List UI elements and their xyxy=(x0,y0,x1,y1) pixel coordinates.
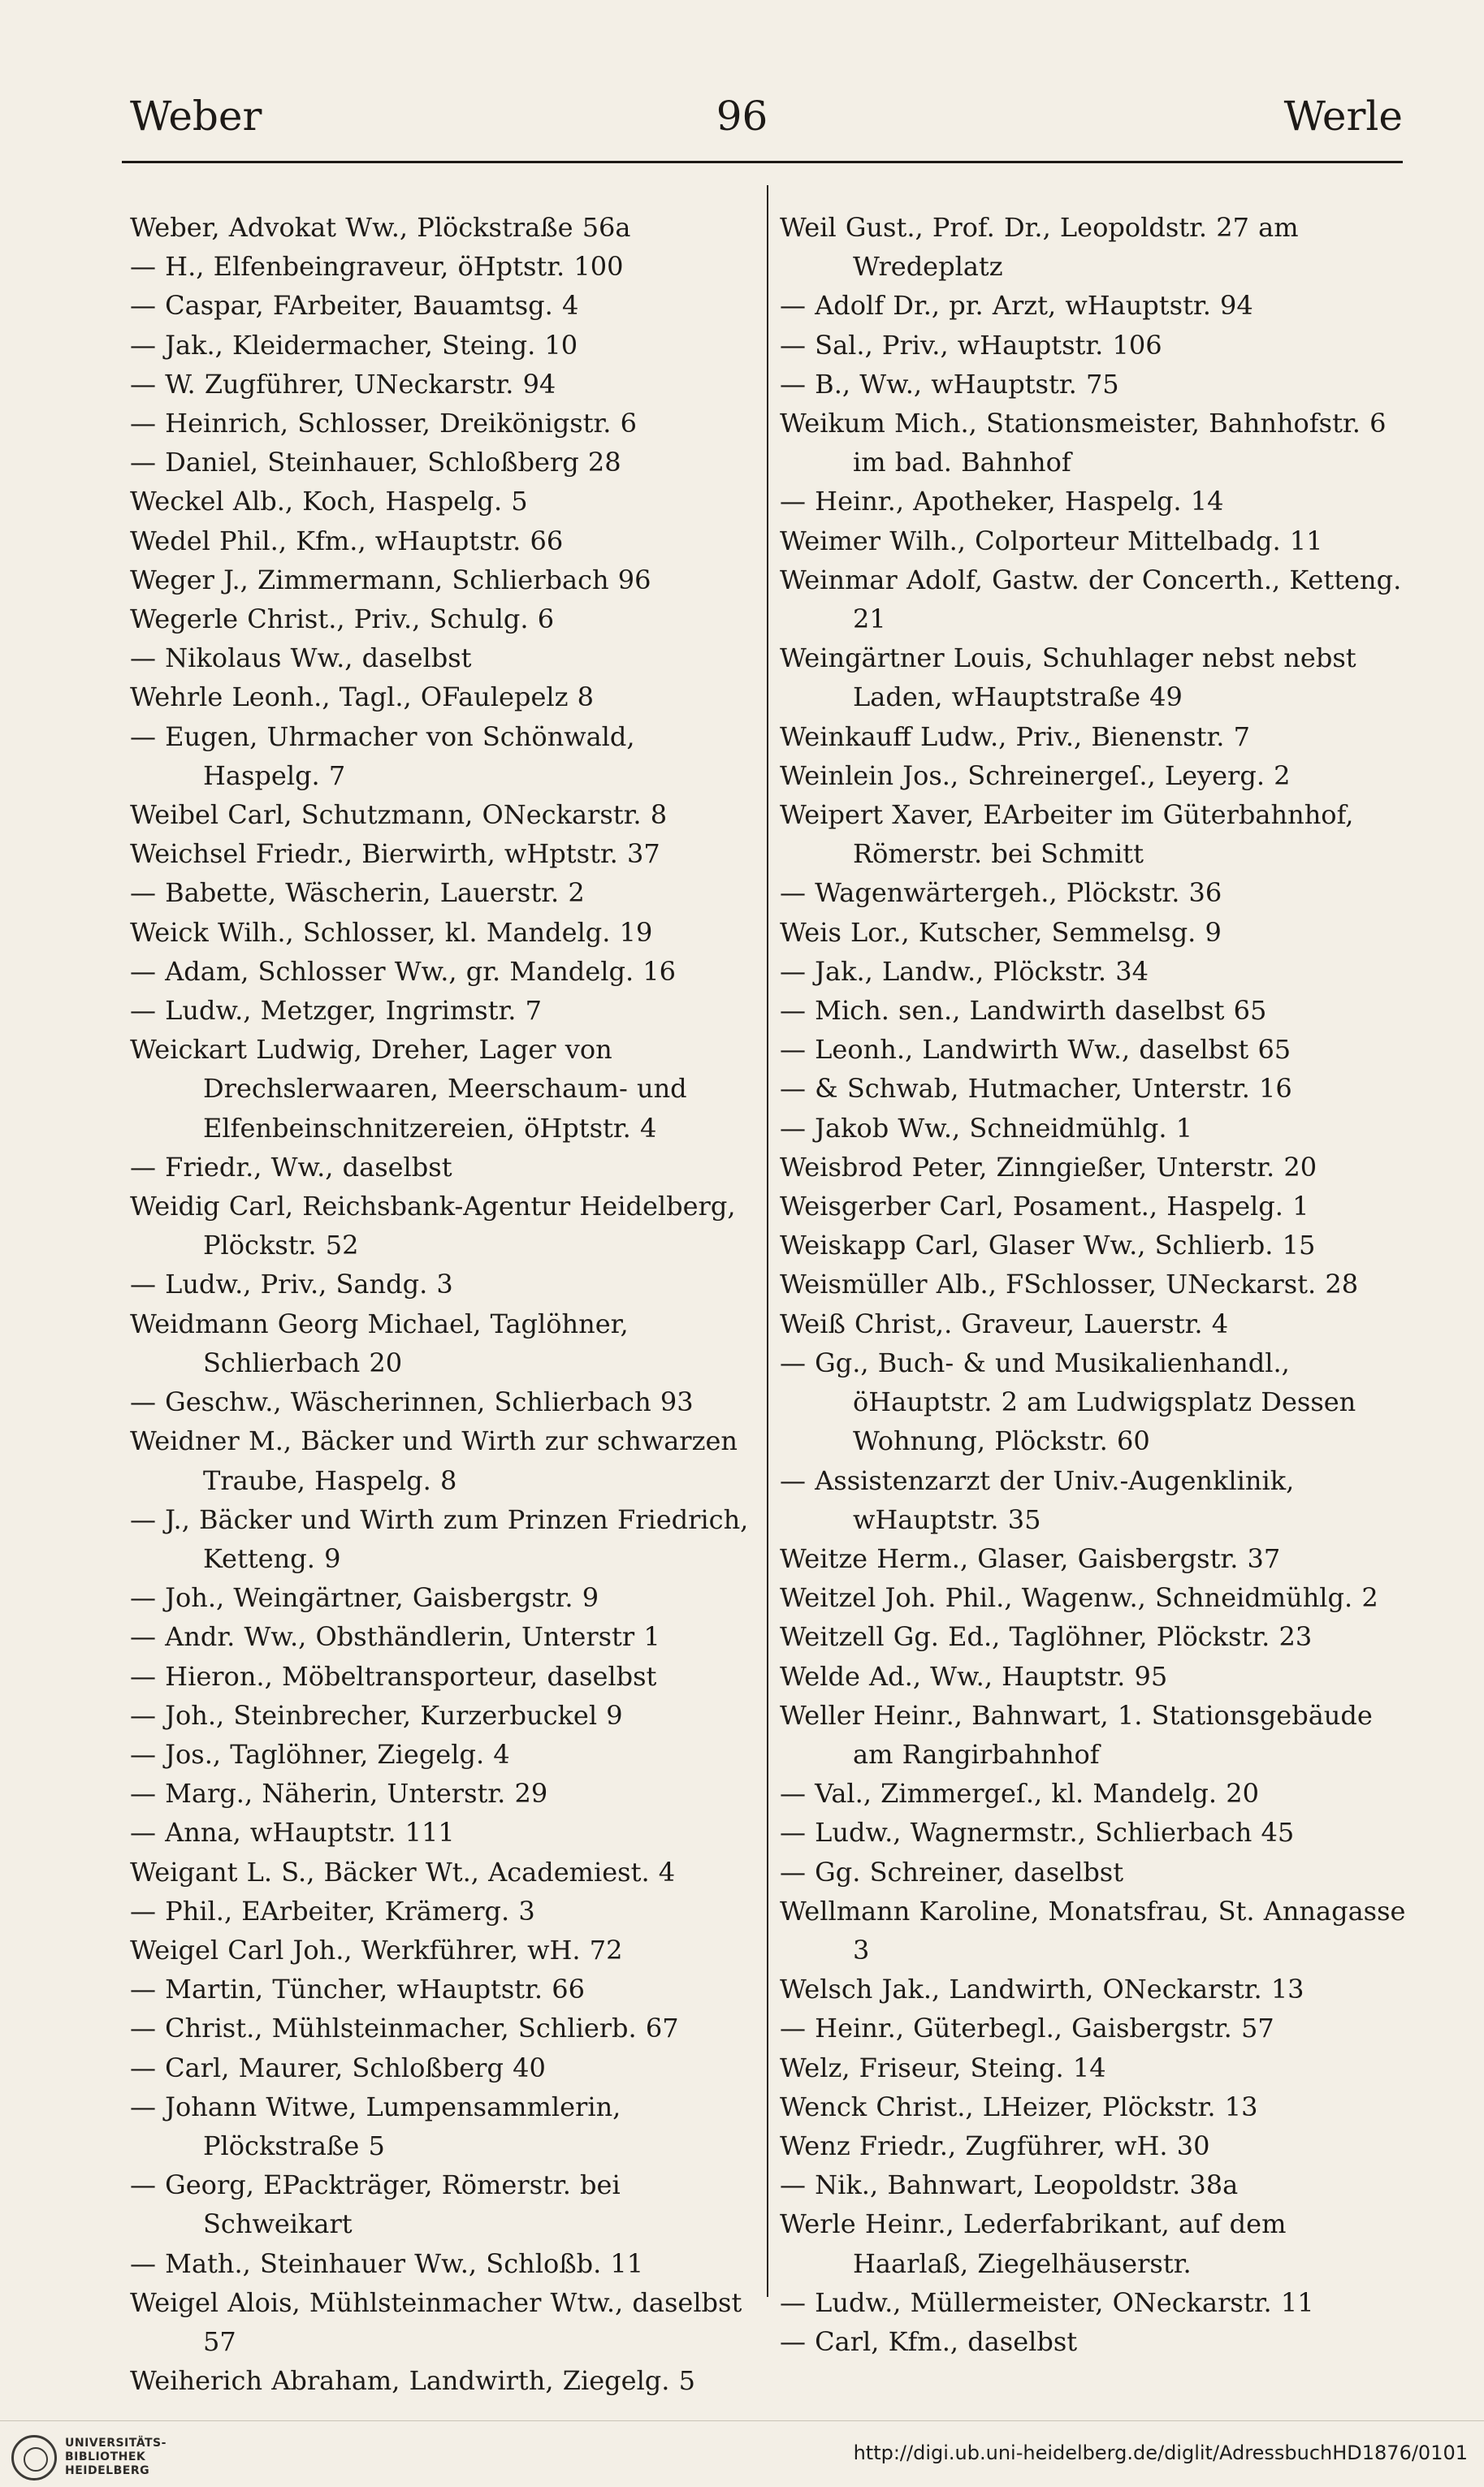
page-number: 96 xyxy=(716,93,768,140)
source-url[interactable]: http://digi.ub.uni-heidelberg.de/diglit/AdressbuchHD1876/0101 xyxy=(853,2442,1468,2464)
directory-entry: — Wagenwärtergeh., Plöckstr. 36 xyxy=(780,877,1222,909)
directory-entry: Weil Gust., Prof. Dr., Leopoldstr. 27 am Wredeplatz xyxy=(780,212,1299,283)
library-logo xyxy=(11,2433,182,2484)
directory-entry: — Martin, Tüncher, wHauptstr. 66 xyxy=(130,1974,585,2005)
directory-entry: Weidmann Georg Michael, Taglöhner, Schlierbach 20 xyxy=(130,1308,629,1378)
directory-entry: — Mich. sen., Landwirth daselbst 65 xyxy=(780,995,1267,1027)
directory-entry: — Carl, Maurer, Schloßberg 40 xyxy=(130,2052,546,2083)
directory-entry: Weinlein Jos., Schreinergeſ., Leyerg. 2 xyxy=(780,759,1291,791)
directory-entry: Wegerle Christ., Priv., Schulg. 6 xyxy=(130,603,555,635)
directory-entry: Welde Ad., Ww., Hauptstr. 95 xyxy=(780,1660,1168,1692)
directory-entry: Weick Wilh., Schlosser, kl. Mandelg. 19 xyxy=(130,916,653,948)
directory-entry: — Jak., Landw., Plöckstr. 34 xyxy=(780,955,1149,987)
directory-entry: — W. Zugführer, UNeckarstr. 94 xyxy=(130,368,556,400)
directory-entry: Weisbrod Peter, Zinngießer, Unterstr. 20 xyxy=(780,1151,1317,1183)
directory-entry: Weckel Alb., Koch, Haspelg. 5 xyxy=(130,486,528,517)
directory-entry: Wellmann Karoline, Monatsfrau, St. Annagasse 3 xyxy=(780,1895,1406,1966)
directory-entry: Weiß Christ,. Graveur, Lauerstr. 4 xyxy=(780,1308,1229,1339)
library-logo-text: UNIVERSITÄTS- BIBLIOTHEK HEIDELBERG xyxy=(65,2437,167,2477)
directory-entry: Weller Heinr., Bahnwart, 1. Stationsgebäude am Rangirbahnhof xyxy=(780,1699,1373,1770)
directory-entry: Weger J., Zimmermann, Schlierbach 96 xyxy=(130,564,651,595)
directory-entry: Weigel Alois, Mühlsteinmacher Wtw., daselbst 57 xyxy=(130,2286,742,2357)
directory-entry: Weber, Advokat Ww., Plöckstraße 56a xyxy=(130,212,631,243)
directory-entry: — Jakob Ww., Schneidmühlg. 1 xyxy=(780,1112,1193,1144)
directory-entry: — Eugen, Uhrmacher von Schönwald, Haspelg. 7 xyxy=(130,720,635,791)
directory-entry: — Marg., Näherin, Unterstr. 29 xyxy=(130,1778,548,1810)
directory-entry: — B., Ww., wHauptstr. 75 xyxy=(780,368,1119,400)
directory-entry: — Andr. Ww., Obsthändlerin, Unterstr 1 xyxy=(130,1621,660,1653)
directory-entry: — H., Elfenbeingraveur, öHptstr. 100 xyxy=(130,251,624,283)
directory-entry: Weiskapp Carl, Glaser Ww., Schlierb. 15 xyxy=(780,1230,1316,1261)
directory-entry: — Adam, Schlosser Ww., gr. Mandelg. 16 xyxy=(130,955,676,987)
directory-entry: — Sal., Priv., wHauptstr. 106 xyxy=(780,329,1162,361)
directory-entry: Weitzel Joh. Phil., Wagenw., Schneidmühlg. 2 xyxy=(780,1582,1378,1614)
directory-entry: — Friedr., Ww., daselbst xyxy=(130,1151,452,1183)
directory-entry: — Georg, EPackträger, Römerstr. bei Schweikart xyxy=(130,2169,621,2240)
directory-entry: Weidner M., Bäcker und Wirth zur schwarzen Traube, Haspelg. 8 xyxy=(130,1425,738,1496)
directory-entry: — Anna, wHauptstr. 111 xyxy=(130,1817,455,1849)
footer-divider xyxy=(0,2420,1484,2421)
directory-entry: — Val., Zimmergeſ., kl. Mandelg. 20 xyxy=(780,1778,1259,1810)
directory-entry: — Ludw., Priv., Sandg. 3 xyxy=(130,1269,453,1300)
directory-entry: Weismüller Alb., FSchlosser, UNeckarst. 28 xyxy=(780,1269,1359,1300)
directory-entry: — & Schwab, Hutmacher, Unterstr. 16 xyxy=(780,1073,1292,1105)
directory-entry: Welsch Jak., Landwirth, ONeckarstr. 13 xyxy=(780,1974,1304,2005)
directory-entry: — Babette, Wäscherin, Lauerstr. 2 xyxy=(130,877,585,909)
directory-entry: — Gg. Schreiner, daselbst xyxy=(780,1856,1124,1888)
directory-entry: — Adolf Dr., pr. Arzt, wHauptstr. 94 xyxy=(780,290,1253,322)
directory-entry: Wenck Christ., LHeizer, Plöckstr. 13 xyxy=(780,2091,1258,2122)
directory-entry: Weikum Mich., Stationsmeister, Bahnhofstr. 6 im bad. Bahnhof xyxy=(780,408,1387,478)
directory-entry: — Math., Steinhauer Ww., Schloßb. 11 xyxy=(130,2247,644,2279)
directory-entry: — Hieron., Möbeltransporteur, daselbst xyxy=(130,1660,657,1692)
directory-entry: Weitze Herm., Glaser, Gaisbergstr. 37 xyxy=(780,1542,1281,1574)
directory-entry: Wedel Phil., Kfm., wHauptstr. 66 xyxy=(130,525,564,556)
running-head-left: Weber xyxy=(130,93,262,140)
directory-entry: — Caspar, FArbeiter, Bauamtsg. 4 xyxy=(130,290,579,322)
directory-entry: Weinmar Adolf, Gastw. der Concerth., Ketteng. 21 xyxy=(780,564,1402,635)
header-rule xyxy=(122,161,1403,163)
directory-entry: Weis Lor., Kutscher, Semmelsg. 9 xyxy=(780,916,1222,948)
directory-entry: — Heinr., Güterbegl., Gaisbergstr. 57 xyxy=(780,2013,1274,2044)
directory-entry: — Leonh., Landwirth Ww., daselbst 65 xyxy=(780,1034,1291,1066)
directory-entry: Weiherich Abraham, Landwirth, Ziegelg. 5 xyxy=(130,2365,695,2397)
directory-entry: — Assistenzarzt der Univ.-Augenklinik, wHauptstr. 35 xyxy=(780,1464,1295,1535)
directory-entry: — Gg., Buch- & und Musikalienhandl., öHauptstr. 2 am Ludwigsplatz Dessen Wohnung, Plöckstr. 60 xyxy=(780,1347,1356,1457)
directory-entry: Weickart Ludwig, Dreher, Lager von Drechslerwaaren, Meerschaum- und Elfenbeinschnitzereien, öHptstr. 4 xyxy=(130,1034,687,1144)
directory-entry: Wenz Friedr., Zugführer, wH. 30 xyxy=(780,2130,1210,2161)
directory-entry: — Jos., Taglöhner, Ziegelg. 4 xyxy=(130,1738,510,1770)
directory-entry: — J., Bäcker und Wirth zum Prinzen Friedrich, Ketteng. 9 xyxy=(130,1503,749,1574)
directory-entry: — Geschw., Wäscherinnen, Schlierbach 93 xyxy=(130,1386,694,1418)
directory-entry: Werle Heinr., Lederfabrikant, auf dem Haarlaß, Ziegelhäuserstr. xyxy=(780,2208,1287,2279)
directory-entry: Weidig Carl, Reichsbank-Agentur Heidelberg, Plöckstr. 52 xyxy=(130,1191,736,1261)
directory-entry: Weimer Wilh., Colporteur Mittelbadg. 11 xyxy=(780,525,1323,556)
right-column xyxy=(780,208,1407,2361)
directory-entry: — Ludw., Metzger, Ingrimstr. 7 xyxy=(130,995,542,1027)
column-divider xyxy=(767,185,768,2297)
directory-entry: — Joh., Steinbrecher, Kurzerbuckel 9 xyxy=(130,1699,623,1731)
directory-entry: Wehrle Leonh., Tagl., OFaulepelz 8 xyxy=(130,681,594,713)
directory-entry: — Nik., Bahnwart, Leopoldstr. 38a xyxy=(780,2169,1239,2201)
directory-entry: Weitzell Gg. Ed., Taglöhner, Plöckstr. 23 xyxy=(780,1621,1313,1653)
directory-entry: Welz, Friseur, Steing. 14 xyxy=(780,2052,1106,2083)
directory-entry: Weisgerber Carl, Posament., Haspelg. 1 xyxy=(780,1191,1309,1222)
directory-entry: Weinkauff Ludw., Priv., Bienenstr. 7 xyxy=(780,720,1250,752)
directory-entry: — Johann Witwe, Lumpensammlerin, Plöckstraße 5 xyxy=(130,2091,621,2161)
directory-entry: — Heinr., Apotheker, Haspelg. 14 xyxy=(780,486,1224,517)
directory-entry: — Joh., Weingärtner, Gaisbergstr. 9 xyxy=(130,1582,599,1614)
directory-entry: Weipert Xaver, EArbeiter im Güterbahnhof, Römerstr. bei Schmitt xyxy=(780,799,1354,870)
directory-entry: — Heinrich, Schlosser, Dreikönigstr. 6 xyxy=(130,408,637,439)
directory-entry: — Ludw., Wagnermstr., Schlierbach 45 xyxy=(780,1817,1295,1849)
directory-entry: — Carl, Kfm., daselbst xyxy=(780,2325,1078,2357)
directory-entry: — Jak., Kleidermacher, Steing. 10 xyxy=(130,329,578,361)
directory-entry: Weibel Carl, Schutzmann, ONeckarstr. 8 xyxy=(130,799,668,831)
directory-entry: — Nikolaus Ww., daselbst xyxy=(130,642,472,674)
directory-entry: Weingärtner Louis, Schuhlager nebst nebst Laden, wHauptstraße 49 xyxy=(780,642,1356,713)
directory-entry: Weichsel Friedr., Bierwirth, wHptstr. 37 xyxy=(130,838,660,870)
directory-entry: — Christ., Mühlsteinmacher, Schlierb. 67 xyxy=(130,2013,679,2044)
directory-entry: — Phil., EArbeiter, Krämerg. 3 xyxy=(130,1895,535,1927)
directory-entry: Weigant L. S., Bäcker Wt., Academiest. 4 xyxy=(130,1856,676,1888)
directory-entry: — Daniel, Steinhauer, Schloßberg 28 xyxy=(130,447,621,478)
directory-entry: Weigel Carl Joh., Werkführer, wH. 72 xyxy=(130,1934,623,1966)
directory-entry: — Ludw., Müllermeister, ONeckarstr. 11 xyxy=(780,2286,1314,2318)
university-seal-icon xyxy=(11,2435,57,2481)
running-head-right: Werle xyxy=(1283,93,1403,140)
left-column xyxy=(130,208,755,2400)
